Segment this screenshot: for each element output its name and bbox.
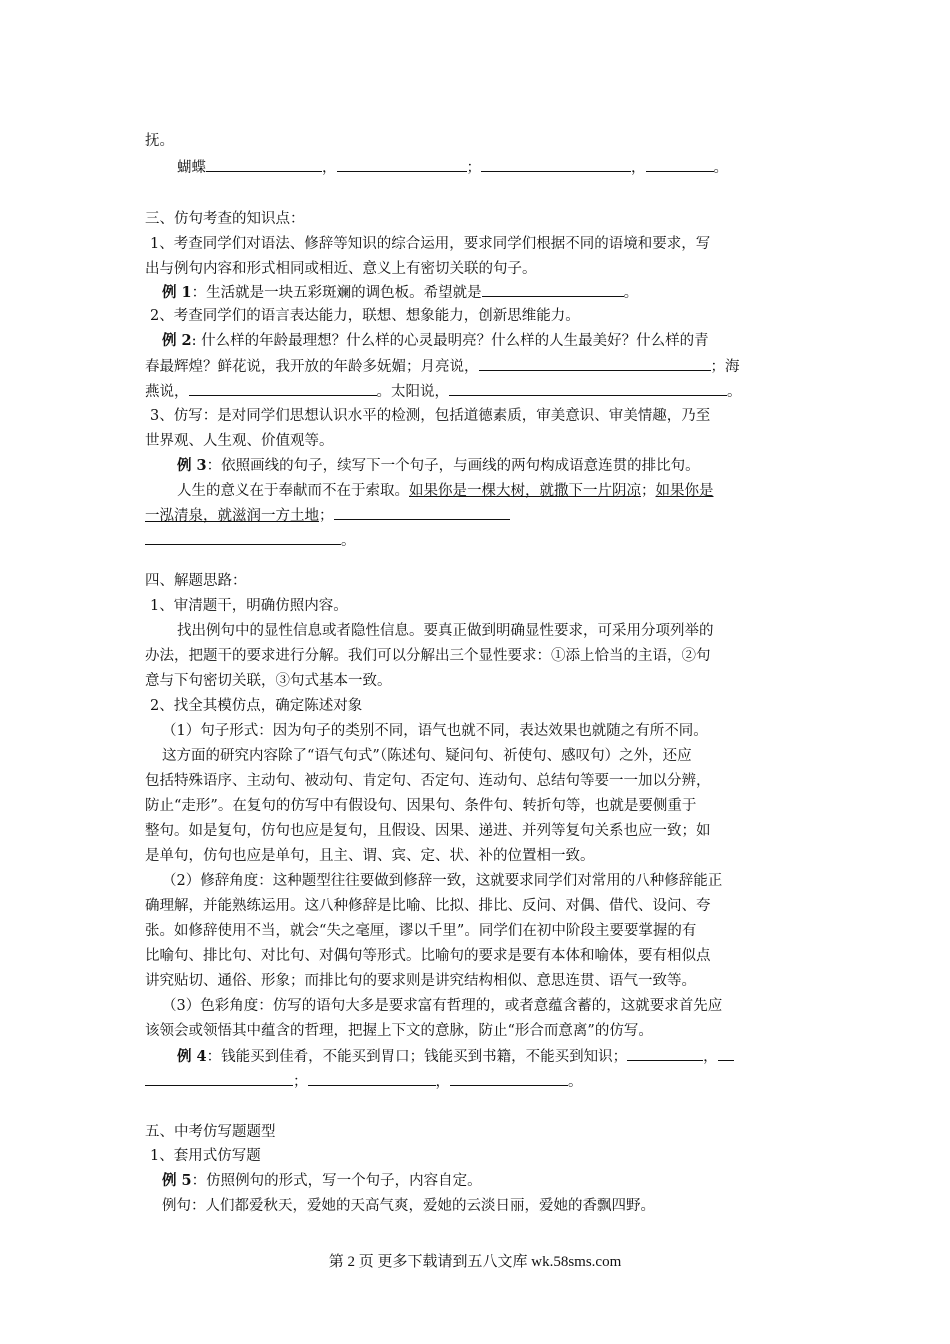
blank-line [718,1046,734,1061]
s3-p2: 2、考查同学们的语言表达能力，联想、想象能力，创新思维能力。 [150,308,580,324]
example-label: 例 5 [162,1172,192,1189]
blank-line [145,1071,293,1086]
punct: 。 [568,1074,583,1090]
s4-p2-2a: （2）修辞角度：这种题型往往要做到修辞一致，这就要求同学们对常用的八种修辞能正 [162,873,723,889]
punct: 。 [727,384,742,400]
s3-p3b: 世界观、人生观、价值观等。 [145,433,334,449]
s3-p3a: 3、仿写：是对同学们思想认识水平的检测，包括道德素质，审美意识、审美情趣，乃至 [150,408,711,424]
s4-p2-1c: 防止“走形”。在复句的仿写中有假设句、因果句、条件句、转折句等，也就是要侧重于 [145,798,697,814]
example-text: ：钱能买到佳肴，不能买到胃口；钱能买到书籍，不能买到知识； [206,1049,628,1065]
example-label: 例 1 [162,284,192,301]
s4-p2-1e: 是单句，仿句也应是单句，且主、谓、宾、定、状、补的位置相一致。 [145,848,595,864]
s3-p1a: 1、考查同学们对语法、修辞等知识的综合运用，要求同学们根据不同的语境和要求，写 [150,236,711,252]
example3-line2 [177,481,714,501]
s5-p1: 1、套用式仿写题 [150,1148,261,1164]
example1 [162,282,638,303]
s4-p2-2b: 确理解，并能熟练运用。这八种修辞是比喻、比拟、排比、反问、对偶、借代、设问、夸 [145,898,711,914]
punct: ； [641,483,656,499]
s4-p1c: 意与下句密切关联，③句式基本一致。 [145,673,392,689]
underlined-sentence: 如果你是一棵大树，就撒下一片阴凉 [409,483,641,499]
punct: ； [319,508,334,524]
blank-line [481,157,631,172]
blank-line [482,282,624,297]
example3 [177,456,700,476]
example-text: ：仿照例句的形式，写一个句子，内容自定。 [191,1173,482,1189]
example2 [162,331,709,351]
blank-line [449,381,727,396]
s4-p2-3b: 该领会或领悟其中蕴含的哲理，把握上下文的意脉，防止“形合而意离”的仿写。 [145,1023,653,1039]
blank-line [627,1046,703,1061]
text: ；海 [710,359,740,375]
text: 抚。 [145,133,174,149]
blank-line [337,157,467,172]
example-label: 例 4 [177,1048,207,1065]
s4-p2-2c: 张。如修辞使用不当，就会“失之毫厘，谬以千里”。同学们在初中阶段主要要掌握的有 [145,923,697,939]
text: 燕说， [145,384,189,400]
blank-line [189,381,377,396]
punct: ， [703,1049,718,1065]
text: 春最辉煌？鲜花说，我开放的年龄多妩媚；月亮说， [145,359,479,375]
example5-sample: 例句：人们都爱秋天，爱她的天高气爽，爱她的云淡日丽，爱她的香飘四野。 [162,1198,655,1214]
s4-p2-2e: 讲究贴切、通俗、形象；而排比句的要求则是讲究结构相似、意思连贯、语气一致等。 [145,973,696,989]
section4-heading: 四、解题思路： [145,573,247,589]
s4-p2-1a: 这方面的研究内容除了“语气句式”（陈述句、疑问句、祈使句、感叹句）之外，还应 [162,748,692,764]
punct: 。 [713,160,728,176]
line-top-fragment [145,131,174,151]
punct: 。 [341,533,356,549]
s4-p2: 2、找全其模仿点，确定陈述对象 [150,698,363,714]
example4 [177,1046,734,1067]
punct: ； [293,1074,308,1090]
blank-line [308,1071,436,1086]
s4-p2-1: （1）句子形式：因为句子的类别不同，语气也就不同，表达效果也就随之有所不同。 [162,723,708,739]
example-text: ：生活就是一块五彩斑斓的调色板。希望就是 [191,285,482,301]
text: 人生的意义在于奉献而不在于索取。 [177,483,409,499]
example-text: : 什么样的年龄最理想？什么样的心灵最明亮？什么样的人生最美好？什么样的青 [191,333,709,349]
blank-line [450,1071,568,1086]
example3-line3 [145,505,510,526]
text: 。太阳说， [376,384,449,400]
punct: ， [322,160,337,176]
example-label: 例 3 [177,457,207,474]
blank-line [145,530,341,545]
punct: ， [631,160,646,176]
section5-heading: 五、中考仿写题题型 [145,1124,276,1140]
underlined-sentence: 如果你是 [655,483,714,499]
example4-line2 [145,1071,583,1092]
blank-line [479,356,711,371]
s4-p1: 1、审清题干，明确仿照内容。 [150,598,348,614]
blank-line [334,505,510,520]
s4-p2-2d: 比喻句、排比句、对比句、对偶句等形式。比喻句的要求是要有本体和喻体，要有相似点 [145,948,711,964]
blank-line [646,157,714,172]
punct: 。 [623,285,639,301]
s4-p1b: 办法，把题干的要求进行分解。我们可以分解出三个显性要求：①添上恰当的主语，②句 [145,648,711,664]
page-footer: 第 2 页 更多下载请到五八文库 wk.58sms.com [328,1254,622,1270]
butterfly-label: 蝴蝶 [177,160,206,176]
s4-p2-3a: （3）色彩角度：仿写的语句大多是要求富有哲理的，或者意蕴含蓄的，这就要求首先应 [162,998,723,1014]
s4-p1a: 找出例句中的显性信息或者隐性信息。要真正做到明确显性要求，可采用分项列举的 [177,623,714,639]
blank-line [206,157,322,172]
example-text: ：依照画线的句子，续写下一个句子，与画线的两句构成语意连贯的排比句。 [206,458,700,474]
section3-heading: 三、仿句考查的知识点： [145,211,305,227]
example5 [162,1171,482,1191]
s4-p2-1d: 整句。如是复句，仿句也应是复句，且假设、因果、递进、并列等复句关系也应一致；如 [145,823,711,839]
example-label: 例 2 [162,332,192,349]
punct: ， [435,1074,450,1090]
s4-p2-1b: 包括特殊语序、主动句、被动句、肯定句、否定句、连动句、总结句等要一一加以分辨， [145,773,711,789]
example2-line2 [145,356,740,377]
underlined-sentence: 一泓清泉，就滋润一方土地 [145,508,319,524]
line-butterfly [177,157,728,178]
example3-line4 [145,530,356,551]
punct: ； [466,160,481,176]
s3-p1b: 出与例句内容和形式相同或相近、意义上有密切关联的句子。 [145,261,537,277]
example2-line3 [145,381,742,402]
